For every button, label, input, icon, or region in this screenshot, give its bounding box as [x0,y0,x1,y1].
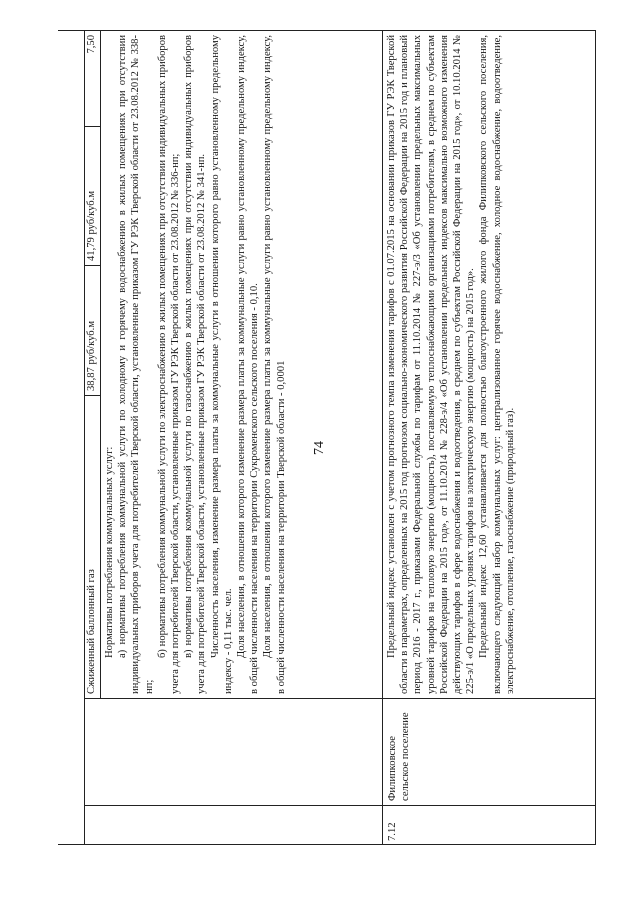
cell-content-712 [383,31,596,699]
index-value: Предельный индекс 12,60 устанавливается для полностью благоустроенного жилого фонда Филипковского сельского поселения, включающего следующий набор коммунальных услуг: централизованное горячее водоснабжение, холодное водоснабжение, водоотведение, электроснабжение, отопление, газоснабжение (природный газ). [478,35,516,694]
settlement-name: Филипковское сельское поселение [383,699,596,806]
index-basis: Предельный индекс установлен с учетом прогнозного темпа изменения тарифов с 01.07.2015 на основании приказов ГУ РЭК Тверской области в параметрах, определенных на 2015 год прогнозом социально-экономического развития Российской Федерации на 2015 год и плановый период 2016 - 2017 г., приказами Федеральной службы по тарифам от 11.10.2014 № 227-э/3 «Об установлении предельных максимальных уровней тарифов на тепловую энергию (мощность), поставляемую теплоснабжающими организациями потребителям, в среднем по субъектам Российской Федерации на 2015 год», от 11.10.2014 № 228-э/4 «Об установлении предельных индексов максимально возможного изменения действующих тарифов в сфере водоснабжения и водоотведения, в среднем по субъектам Российской Федерации на 2015 год», от 10.10.2014 № 225-э/1 «О предельных уровнях тарифов на электрическую энергию (мощность) на 2015 год». [386,35,477,694]
cell-number-empty [85,806,383,845]
document-table [84,30,596,845]
norms-text [101,31,290,698]
table-top-edge [58,30,84,845]
cell-content-prev [85,31,383,699]
norm-electricity: б) нормативы потребления коммунальной услуги по электроснабжению в жилых помещениях при отсутствии индивидуальных приборов учета для потребителей Тверской области, установленные приказом ГУ РЭК Тверской области от 23.08.2012 № 336-нп; [156,35,182,694]
value-after: 41,79 руб/куб.м [85,126,100,265]
norm-water: а) нормативы потребления коммунальной услуги по холодному и горячему водоснабжению в жилых помещениях при отсутствии индивидуальных приборов учета для потребителей Тверской области, установленные приказом ГУ РЭК Тверской области от 23.08.2012 № 338-нп; [117,35,155,694]
page-number: 74 [312,441,327,455]
growth-value: 7,50 [86,35,97,54]
population-count: Численность населения, изменение размера платы за коммунальные услуги в отношении которого равно установленному предельному индексу - 0,11 тыс. чел. [209,35,234,694]
table-row [383,31,596,845]
cell-name-empty [85,699,383,806]
fuel-name: Сжиженный баллонный газ [85,395,100,698]
rotated-table-page [58,30,605,845]
row-number: 7.12 [383,806,596,845]
population-share-region: Доля населения, в отношении которого изменение размера платы за коммунальные услуги равно установленному предельному индексу, в общей численности населения на территории Тверской области - 0,0001 [262,35,287,694]
index-text [383,31,519,698]
norm-gas: в) нормативы потребления коммунальной услуги по газоснабжению в жилых помещениях при отсутствии индивидуальных приборов учета для потребителей Тверской области, установленные приказом ГУ РЭК Тверской области от 23.08.2012 № 341-нп. [183,35,208,694]
table-row [85,31,383,845]
population-share-settlement: Доля населения, в отношении которого изменение размера платы за коммунальные услуги равно установленному предельному индексу, в общей численности населения на территории Сукроменского сельского поселения - 0,10. [236,35,261,694]
gas-tariff-line [85,31,101,698]
value-before: 38,87 руб/куб.м [85,265,100,395]
norms-heading: Нормативы потребления коммунальных услуг: [104,446,115,658]
